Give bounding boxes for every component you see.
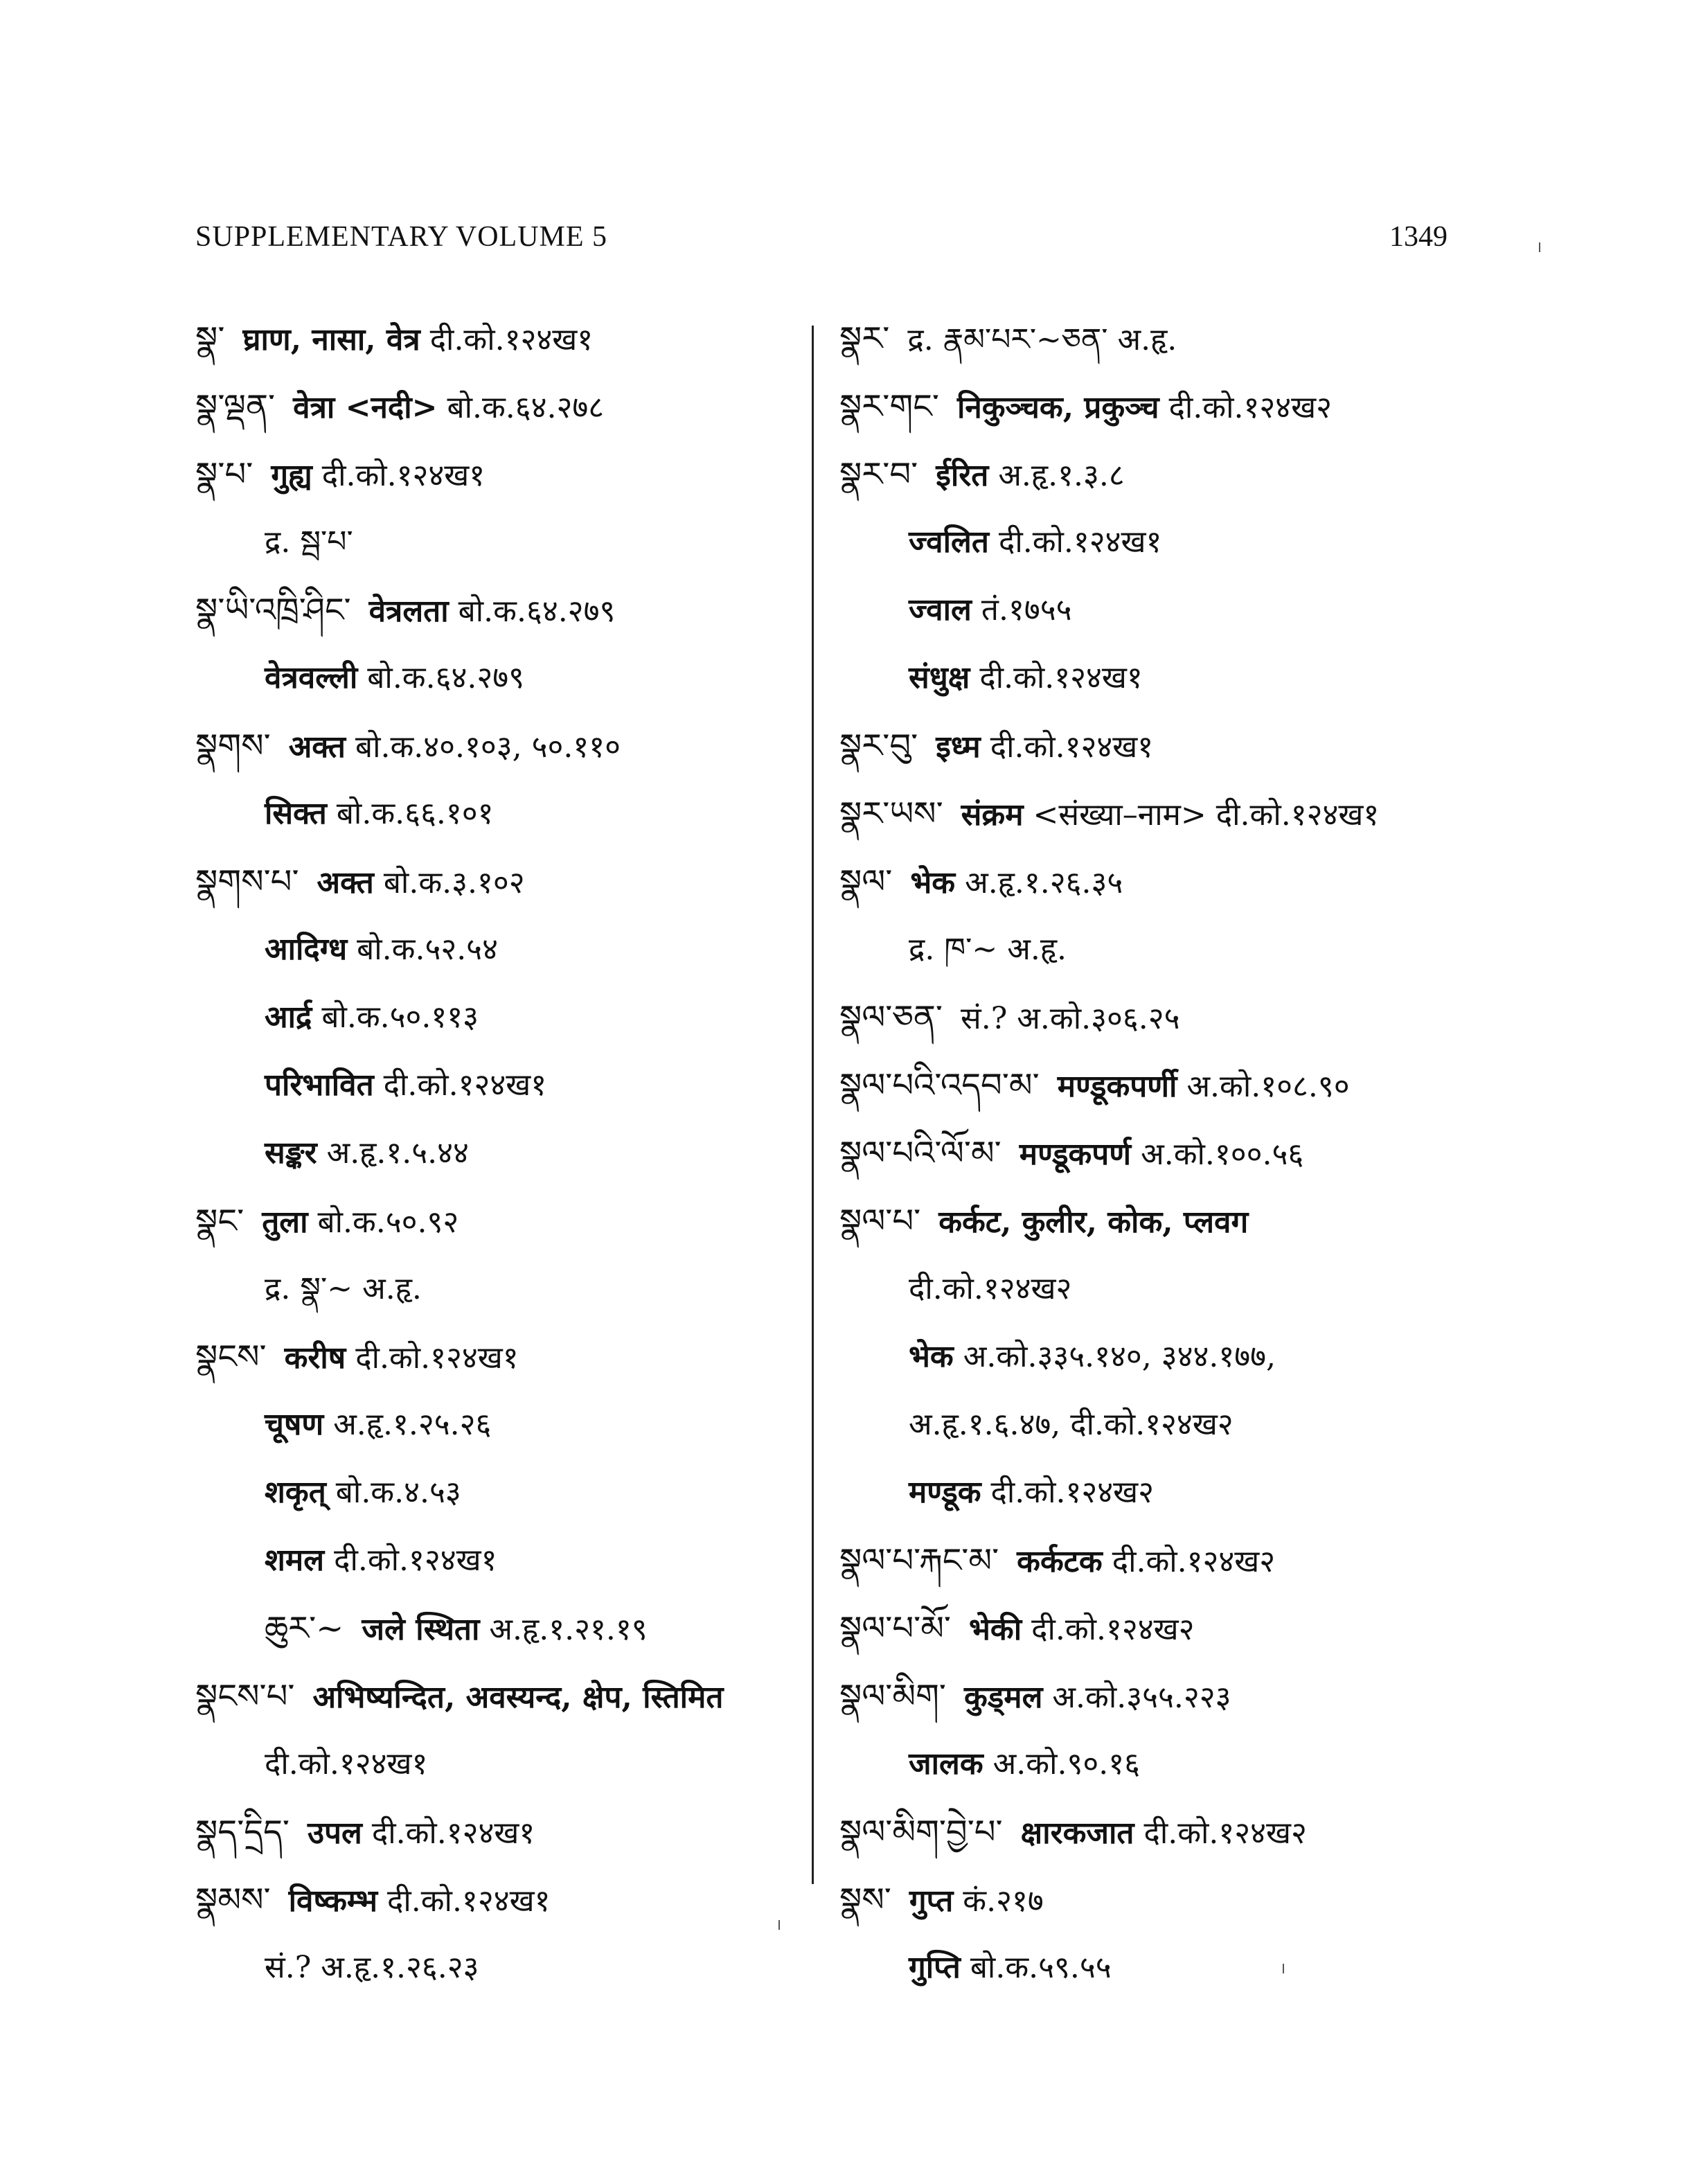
sanskrit-equivalent: आदिग्ध <box>265 932 348 967</box>
dictionary-entry <box>195 576 805 644</box>
dictionary-entry <box>195 1866 805 1934</box>
column-divider <box>812 326 814 1884</box>
dictionary-entry <box>195 508 805 576</box>
sanskrit-equivalent: संधुक्ष <box>909 660 970 695</box>
sanskrit-equivalent: अभिष्यन्दित, अवस्यन्द, क्षेप, स्तिमित <box>312 1680 724 1715</box>
source-reference: अ.हृ.१.६.४७, दी.को.१२४ख२ <box>909 1407 1234 1442</box>
source-reference: दी.को.१२४ख१ <box>998 524 1162 560</box>
sanskrit-equivalent: सङ्कर <box>265 1135 317 1171</box>
sanskrit-equivalent: शकृत् <box>265 1475 326 1510</box>
source-reference: बो.क.५०.९२ <box>317 1205 459 1240</box>
tibetan-headword: སྣལ་ཅན་ <box>839 998 943 1037</box>
tibetan-headword: སྣད་དྲིད་ <box>195 1813 290 1852</box>
dictionary-entry <box>839 1255 1463 1323</box>
sanskrit-equivalent: तुला <box>262 1205 308 1240</box>
dictionary-entry <box>839 441 1463 508</box>
sanskrit-equivalent: गुह्य <box>271 458 312 493</box>
sanskrit-equivalent: ज्वलित <box>909 524 989 560</box>
tibetan-headword: སྣ་ <box>195 319 225 358</box>
sanskrit-equivalent: जालक <box>909 1746 983 1782</box>
left-column <box>195 305 805 2002</box>
tibetan-headword: སྣལ་པའི་འདབ་མ་ <box>839 1066 1040 1105</box>
sanskrit-equivalent: चूषण <box>265 1407 324 1442</box>
tibetan-headword: སྣལ་མིག་བྱེ་པ་ <box>839 1813 1003 1852</box>
sanskrit-equivalent: भेकी <box>969 1612 1022 1647</box>
sanskrit-equivalent: विष्कम्भ <box>288 1883 378 1919</box>
dictionary-entry <box>839 1527 1463 1595</box>
page-header <box>195 220 1448 262</box>
dictionary-entry <box>839 916 1463 984</box>
scan-speck <box>778 1920 780 1930</box>
dictionary-entry <box>195 1051 805 1119</box>
dictionary-entry <box>839 1459 1463 1527</box>
source-reference: अ.को.३५५.२२३ <box>1052 1680 1231 1715</box>
sanskrit-equivalent: ईरित <box>936 458 989 493</box>
sanskrit-equivalent: क्षारकजात <box>1020 1815 1134 1851</box>
dictionary-entry <box>195 916 805 984</box>
sanskrit-equivalent: इध्म <box>936 729 981 765</box>
sanskrit-equivalent: परिभावित <box>265 1067 374 1103</box>
source-reference: सं.? अ.को.३०६.२५ <box>961 1001 1180 1036</box>
source-reference: कं.२१७ <box>963 1883 1044 1919</box>
sanskrit-equivalent: भेक <box>909 1339 954 1374</box>
sanskrit-equivalent: कुड्मल <box>963 1680 1043 1715</box>
source-reference: अ.को.१०८.९० <box>1186 1069 1350 1104</box>
tibetan-headword: སྣར་བ་ <box>839 455 918 494</box>
source-reference: दी.को.१२४ख१ <box>371 1815 535 1851</box>
source-reference: दी.को.१२४ख२ <box>1168 390 1332 425</box>
dictionary-entry <box>839 1187 1463 1255</box>
dictionary-entry <box>839 1730 1463 1798</box>
tibetan-headword: སྣལ་ <box>839 862 893 901</box>
tibetan-headword: སྣར་བུ་ <box>839 727 918 765</box>
source-reference: अ.हृ.१.३.८ <box>998 458 1125 493</box>
sanskrit-equivalent: कर्कट, कुलीर, कोक, प्लवग <box>938 1205 1249 1240</box>
dictionary-entry <box>839 984 1463 1051</box>
tibetan-headword: སྣལ་པ་མོ་ <box>839 1609 951 1648</box>
tibetan-headword: སྣལ་མིག་ <box>839 1677 946 1716</box>
tibetan-headword: སྣར་ཡས་ <box>839 794 943 833</box>
sanskrit-equivalent: सिक्त <box>265 796 327 831</box>
dictionary-entry <box>195 644 805 712</box>
dictionary-entry <box>839 373 1463 441</box>
dictionary-entry <box>195 1323 805 1391</box>
source-reference: बो.क.५२.५४ <box>357 932 498 967</box>
source-reference: दी.को.१२४ख१ <box>355 1340 519 1376</box>
sanskrit-equivalent: अक्त <box>317 865 374 900</box>
source-reference: दी.को.१२४ख१ <box>321 458 486 493</box>
tibetan-headword: སྣགས་ <box>195 727 271 765</box>
dictionary-entry <box>839 1595 1463 1662</box>
sanskrit-equivalent: गुप्ति <box>909 1950 961 1985</box>
dictionary-entry <box>839 1323 1463 1391</box>
tibetan-headword: སྣ་ཡི་འཁྲི་ཤིང་ <box>195 591 351 630</box>
source-reference: अ.को.१००.५६ <box>1141 1137 1304 1172</box>
sanskrit-equivalent: उपल <box>307 1815 362 1851</box>
tibetan-headword: སྣངས་ <box>195 1338 267 1376</box>
source-reference: अ.को.९०.१६ <box>992 1746 1140 1782</box>
dictionary-entry <box>195 1527 805 1595</box>
dictionary-entry <box>195 1730 805 1798</box>
sanskrit-equivalent: मण्डूकपर्णी <box>1057 1069 1177 1104</box>
source-reference: बो.क.४.५३ <box>335 1475 461 1510</box>
source-reference: बो.क.६४.२७९ <box>458 594 616 629</box>
dictionary-entry <box>839 1119 1463 1187</box>
dictionary-entry <box>195 984 805 1051</box>
dictionary-entry <box>195 373 805 441</box>
sanskrit-equivalent: घ्राण, नासा, वेत्र <box>242 322 420 357</box>
source-reference: बो.क.६४.२७९ <box>367 660 524 695</box>
dictionary-entry <box>195 1459 805 1527</box>
running-title: SUPPLEMENTARY VOLUME 5 <box>195 221 608 253</box>
tibetan-headword: སྣར་ <box>839 319 890 358</box>
dictionary-entry <box>195 848 805 916</box>
dictionary-entry <box>839 712 1463 780</box>
source-reference: दी.को.१२४ख२ <box>1112 1544 1276 1579</box>
source-reference: द्र. ཁ་~ अ.हृ. <box>909 932 1067 967</box>
source-reference: बो.क.४०.१०३, ५०.११० <box>355 729 621 765</box>
dictionary-entry <box>195 1934 805 2002</box>
source-reference: बो.क.३.१०२ <box>383 865 525 900</box>
scan-speck <box>1283 1964 1284 1973</box>
tibetan-headword: སྣལ་པ་རྐང་མ་ <box>839 1541 999 1580</box>
sanskrit-equivalent: जले स्थिता <box>362 1612 480 1647</box>
sanskrit-equivalent: ज्वाल <box>909 592 972 628</box>
tibetan-headword: སྣངས་པ་ <box>195 1677 295 1716</box>
sanskrit-equivalent: मण्डूक <box>909 1475 981 1510</box>
dictionary-entry <box>839 508 1463 576</box>
source-reference: द्र. སྦ་པ་ <box>265 524 353 560</box>
source-reference: अ.को.३३५.१४०, ३४४.१७७, <box>963 1339 1276 1374</box>
source-reference: द्र. རྣམ་པར་~ཅན་ अ.हृ. <box>907 322 1177 357</box>
sanskrit-equivalent: वेत्रा <नदी> <box>293 390 438 425</box>
sanskrit-equivalent: कर्कटक <box>1017 1544 1103 1579</box>
source-reference: दी.को.१२४ख२ <box>990 1475 1154 1510</box>
tibetan-headword: སྣལ་པ་ <box>839 1202 921 1241</box>
source-reference: <संख्या–नाम> दी.को.१२४ख१ <box>1033 797 1380 833</box>
dictionary-entry <box>839 1662 1463 1730</box>
dictionary-entry <box>839 1391 1463 1459</box>
dictionary-entry <box>839 644 1463 712</box>
source-reference: सं.? अ.हृ.१.२६.२३ <box>265 1950 479 1985</box>
dictionary-entry <box>195 780 805 848</box>
source-reference: अ.हृ.१.२६.३५ <box>965 865 1123 900</box>
tibetan-headword: སྣ་ལྡན་ <box>195 387 276 426</box>
sanskrit-equivalent: निकुञ्चक, प्रकुञ्च <box>956 390 1159 425</box>
dictionary-entry <box>839 1934 1463 2002</box>
source-reference: दी.को.१२४ख१ <box>387 1883 551 1919</box>
source-reference: बो.क.६४.२७८ <box>447 390 605 425</box>
dictionary-entry <box>839 848 1463 916</box>
sanskrit-equivalent: वेत्रवल्ली <box>265 660 358 695</box>
dictionary-entry <box>839 1866 1463 1934</box>
sanskrit-equivalent: भेक <box>910 865 956 900</box>
dictionary-entry <box>195 1391 805 1459</box>
source-reference: दी.को.१२४ख१ <box>334 1543 497 1578</box>
dictionary-entry <box>195 712 805 780</box>
dictionary-entry <box>839 1051 1463 1119</box>
source-reference: दी.को.१२४ख२ <box>1031 1612 1195 1647</box>
tibetan-headword: སྣ་པ་ <box>195 455 253 494</box>
source-reference: दी.को.१२४ख१ <box>990 729 1154 765</box>
sanskrit-equivalent: अक्त <box>288 729 346 765</box>
right-column <box>839 305 1463 2002</box>
dictionary-entry <box>195 1187 805 1255</box>
dictionary-entry <box>195 1662 805 1730</box>
dictionary-entry <box>195 1798 805 1866</box>
tibetan-headword: སྣལ་པའི་ལོ་མ་ <box>839 1134 1001 1173</box>
source-reference: दी.को.१२४ख२ <box>909 1271 1072 1306</box>
source-reference: अ.हृ.१.२५.२६ <box>333 1407 492 1442</box>
source-reference: अ.हृ.१.२१.१९ <box>489 1612 648 1647</box>
dictionary-entry <box>195 305 805 373</box>
dictionary-entry <box>839 1798 1463 1866</box>
dictionary-entry <box>195 1119 805 1187</box>
source-reference: अ.हृ.१.५.४४ <box>326 1135 469 1171</box>
dictionary-entry <box>195 1595 805 1662</box>
dictionary-entry <box>195 1255 805 1323</box>
dictionary-entry <box>839 780 1463 848</box>
sanskrit-equivalent: आर्द्र <box>265 1000 312 1035</box>
tibetan-headword: སྣམས་ <box>195 1881 271 1919</box>
source-reference: दी.को.१२४ख१ <box>979 660 1143 695</box>
tibetan-headword: སྣང་ <box>195 1202 244 1241</box>
tibetan-headword: ཆུར་~ <box>265 1609 344 1648</box>
source-reference: दी.को.१२४ख१ <box>383 1067 547 1103</box>
sanskrit-equivalent: मण्डूकपर्ण <box>1019 1137 1132 1172</box>
tibetan-headword: སྣགས་པ་ <box>195 862 299 901</box>
sanskrit-equivalent: गुप्त <box>909 1883 954 1919</box>
sanskrit-equivalent: वेत्रलता <box>368 594 449 629</box>
sanskrit-equivalent: संक्रम <box>961 797 1024 833</box>
source-reference: दी.को.१२४ख१ <box>265 1746 428 1782</box>
tibetan-headword: སྣར་གང་ <box>839 387 939 426</box>
dictionary-entry <box>195 441 805 508</box>
source-reference: तं.१७५५ <box>981 592 1072 628</box>
source-reference: बो.क.५९.५५ <box>970 1950 1112 1985</box>
source-reference: दी.को.१२४ख२ <box>1143 1815 1307 1851</box>
source-reference: बो.क.६६.१०१ <box>336 796 494 831</box>
scan-speck <box>1539 242 1540 252</box>
source-reference: दी.को.१२४ख१ <box>429 322 594 357</box>
sanskrit-equivalent: शमल <box>265 1543 325 1578</box>
tibetan-headword: སྣས་ <box>839 1881 891 1919</box>
dictionary-entry <box>839 305 1463 373</box>
source-reference: बो.क.५०.११३ <box>321 1000 479 1035</box>
sanskrit-equivalent: करीष <box>284 1340 346 1376</box>
dictionary-entry <box>839 576 1463 644</box>
page-number: 1349 <box>1389 221 1448 253</box>
source-reference: द्र. སྣ་~ अ.हृ. <box>265 1271 422 1306</box>
